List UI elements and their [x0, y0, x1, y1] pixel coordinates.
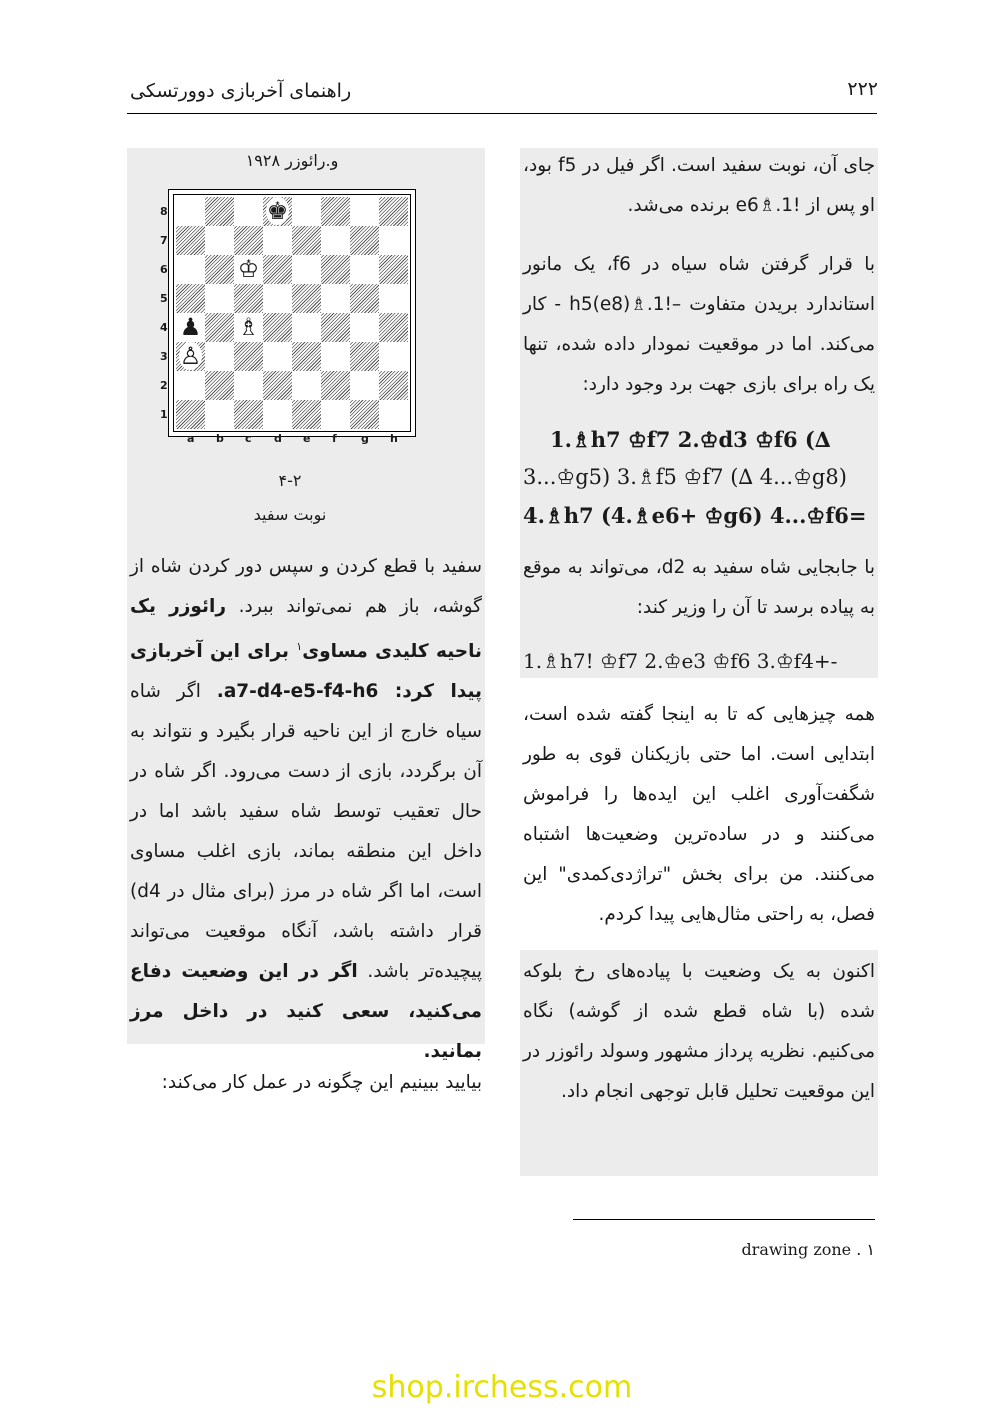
- bold-run-2: برای این آخربازی پیدا کرد: a7-d4-e5-f4-h6.: [130, 641, 482, 703]
- square-a2: [176, 371, 205, 400]
- square-e5: [292, 284, 321, 313]
- square-d5: [263, 284, 292, 313]
- file-label-b: b: [216, 432, 224, 445]
- running-title: راهنمای آخربازی دوورتسکی: [130, 80, 352, 102]
- paragraph-2: با قرار گرفتن شاه سیاه در f6، یک مانور استاندارد بریدن متفاوت –!1.♗h5(e8) - کار می‌کند. اما در موقعیت نمودار داده شده، تنها یک راه برای بازی جهت برد وجود دارد:: [523, 254, 875, 395]
- square-d6: [263, 255, 292, 284]
- white-king-icon: ♔: [237, 255, 260, 283]
- square-d7: [263, 226, 292, 255]
- square-h6: [379, 255, 408, 284]
- moves-line-2: 3...♔g5) 3.♗f5 ♔f7 (∆ 4...♔g8): [523, 465, 847, 489]
- square-h5: [379, 284, 408, 313]
- footnote: drawing zone . ۱: [741, 1240, 875, 1259]
- square-f3: [321, 342, 350, 371]
- moves-line-1: 1.♗h7 ♔f7 2.♔d3 ♔f6 (∆: [550, 427, 831, 452]
- square-f1: [321, 400, 350, 429]
- chess-board: [168, 189, 416, 437]
- file-label-c: c: [245, 432, 252, 445]
- rank-label-5: 5: [160, 292, 168, 305]
- square-a7: [176, 226, 205, 255]
- square-c1: [234, 400, 263, 429]
- square-a8: [176, 197, 205, 226]
- square-b5: [205, 284, 234, 313]
- watermark: shop.irchess.com: [371, 1370, 633, 1405]
- paragraph-1: جای آن، نوبت سفید است. اگر فیل در f5 بود، او پس از !1.♗e6 برنده می‌شد.: [523, 155, 876, 216]
- square-c2: [234, 371, 263, 400]
- black-king-icon: ♚: [266, 197, 289, 225]
- square-d1: [263, 400, 292, 429]
- rank-label-7: 7: [160, 234, 168, 247]
- header-rule: [127, 113, 877, 114]
- square-h7: [379, 226, 408, 255]
- footnote-rule: [573, 1219, 875, 1220]
- square-g1: [350, 400, 379, 429]
- square-g6: [350, 255, 379, 284]
- square-f5: [321, 284, 350, 313]
- square-f4: [321, 313, 350, 342]
- bold-run-1: رائوزر یک ناحیه کلیدی مساوی: [130, 596, 482, 663]
- white-bishop-icon: ♗: [237, 313, 260, 341]
- square-b6: [205, 255, 234, 284]
- square-d3: [263, 342, 292, 371]
- text-run-1: سفید با قطع کردن و سپس دور کردن شاه از گوشه، باز هم نمی‌تواند ببرد.: [130, 556, 482, 617]
- square-g4: [350, 313, 379, 342]
- square-a6: [176, 255, 205, 284]
- bold-run-3: اگر در این وضعیت دفاع می‌کنید، سعی کنید در داخل مرز بمانید.: [130, 961, 482, 1063]
- moves-line-4: 1.♗h7! ♔f7 2.♔e3 ♔f6 3.♔f4+-: [523, 649, 838, 673]
- paragraph-3: با جابجایی شاه سفید به d2، می‌تواند به موقع به پیاده برسد تا آن را وزیر کند:: [523, 557, 875, 618]
- moves-line-3: 4.♗h7 (4.♗e6+ ♔g6) 4...♔f6=: [523, 503, 867, 528]
- file-label-a: a: [187, 432, 195, 445]
- square-f6: [321, 255, 350, 284]
- square-g8: [350, 197, 379, 226]
- square-e2: [292, 371, 321, 400]
- square-h4: [379, 313, 408, 342]
- square-h3: [379, 342, 408, 371]
- square-h1: [379, 400, 408, 429]
- square-d2: [263, 371, 292, 400]
- text-run-2: اگر شاه سیاه خارج از این ناحیه قرار بگیرد و نتواند به آن برگردد، بازی از دست می‌رود. اگر شاه در حال تعقیب توسط شاه سفید باشد اما در داخل این منطقه بماند، بازی اغلب مساوی است، اما اگر شاه در مرز (برای مثال در d4) قرار داشته باشد، آنگاه موقعیت می‌تواند پیچیده‌تر باشد.: [130, 681, 482, 983]
- file-label-d: d: [274, 432, 282, 445]
- square-f8: [321, 197, 350, 226]
- square-g5: [350, 284, 379, 313]
- diagram-title: و.رائوزر ۱۹۲۸: [245, 151, 339, 170]
- board-inner-frame: [173, 194, 411, 432]
- square-b2: [205, 371, 234, 400]
- file-label-f: f: [332, 432, 337, 445]
- diagram-number: ۴-۲: [278, 471, 302, 490]
- paragraph-4: همه چیزهایی که تا به اینجا گفته شده است، ابتدایی است. اما حتی بازیکنان قوی به طور شگفت‌آوری اغلب این ایده‌ها را فراموش می‌کنند و در ساده‌ترین وضعیت‌ها اشتباه می‌کنند. من برای بخش "تراژدی‌کمدی" این فصل، به راحتی مثال‌هایی پیدا کردم.: [523, 704, 875, 925]
- square-e3: [292, 342, 321, 371]
- board-squares: [176, 197, 408, 429]
- diagram-caption: نوبت سفید: [253, 505, 327, 524]
- square-g2: [350, 371, 379, 400]
- square-a1: [176, 400, 205, 429]
- rank-label-3: 3: [160, 350, 168, 363]
- square-g3: [350, 342, 379, 371]
- file-label-h: h: [390, 432, 398, 445]
- footnote-marker[interactable]: ۱: [296, 640, 303, 653]
- square-e7: [292, 226, 321, 255]
- black-pawn-icon: ♟: [179, 313, 202, 341]
- rank-label-6: 6: [160, 263, 168, 276]
- square-c5: [234, 284, 263, 313]
- paragraph-5: اکنون به یک وضعیت با پیاده‌های رخ بلوکه شده (با شاه قطع شده از گوشه) نگاه می‌کنیم. نظریه پرداز مشهور وسولد رائوزر در این موقعیت تحلیل قابل توجهی انجام داد.: [523, 961, 875, 1102]
- square-f2: [321, 371, 350, 400]
- rank-label-2: 2: [160, 379, 168, 392]
- square-d4: [263, 313, 292, 342]
- square-f7: [321, 226, 350, 255]
- square-e4: [292, 313, 321, 342]
- square-e6: [292, 255, 321, 284]
- square-c7: [234, 226, 263, 255]
- square-b8: [205, 197, 234, 226]
- square-b3: [205, 342, 234, 371]
- rank-label-8: 8: [160, 205, 168, 218]
- square-c8: [234, 197, 263, 226]
- square-a5: [176, 284, 205, 313]
- square-h2: [379, 371, 408, 400]
- square-e8: [292, 197, 321, 226]
- white-pawn-icon: ♙: [179, 342, 202, 370]
- square-b7: [205, 226, 234, 255]
- square-c3: [234, 342, 263, 371]
- rank-label-4: 4: [160, 321, 168, 334]
- file-label-g: g: [361, 432, 369, 445]
- square-h8: [379, 197, 408, 226]
- square-e1: [292, 400, 321, 429]
- paragraph-left-2: بیایید ببینیم این چگونه در عمل کار می‌کند:: [161, 1072, 482, 1093]
- rank-label-1: 1: [160, 408, 168, 421]
- square-g7: [350, 226, 379, 255]
- square-b1: [205, 400, 234, 429]
- file-label-e: e: [303, 432, 311, 445]
- page-number: ۲۲۲: [847, 78, 878, 100]
- square-b4: [205, 313, 234, 342]
- paragraph-left-1: [130, 547, 482, 1072]
